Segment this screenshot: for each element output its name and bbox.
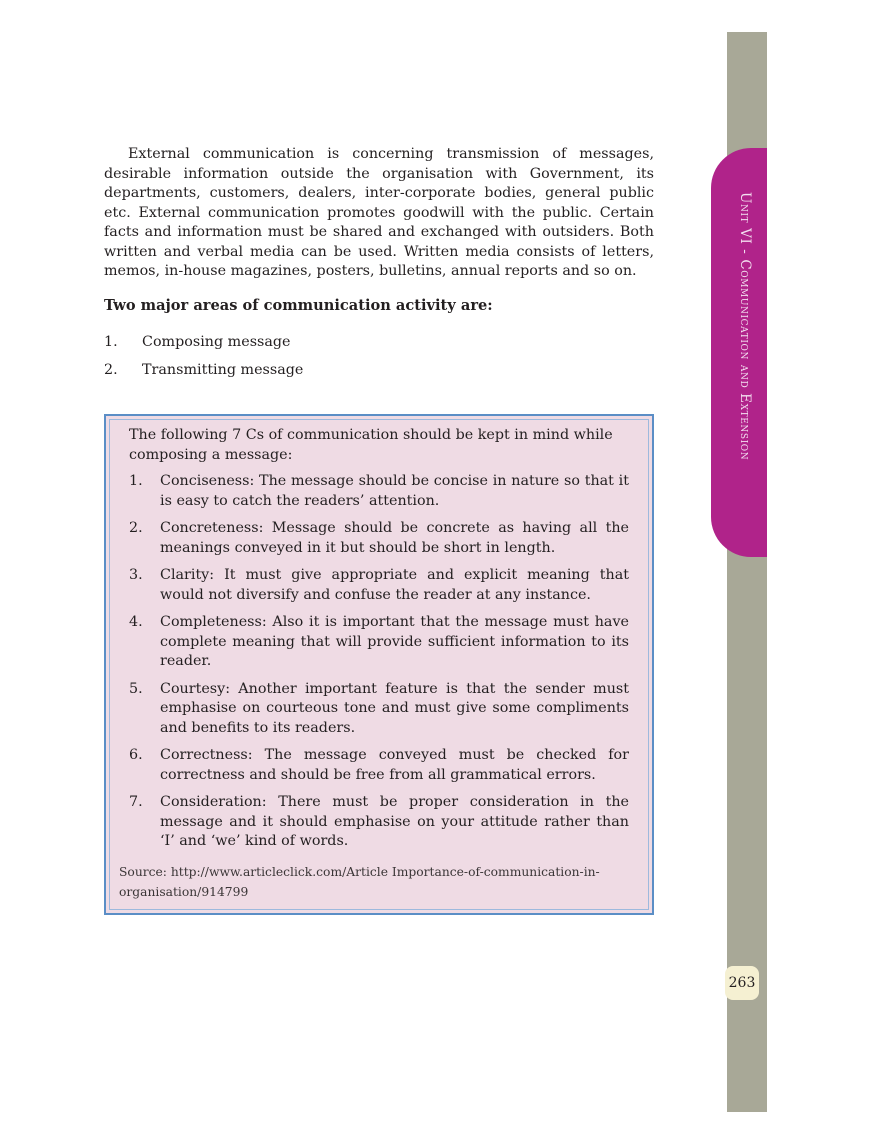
list-number: 7. xyxy=(129,794,143,810)
list-number: 2. xyxy=(129,520,143,536)
source-citation: Source: http://www.articleclick.com/Article Importance-of-communication-in-organisation/914799 xyxy=(119,865,600,899)
list-item xyxy=(104,360,604,388)
list-text: Clarity: It must give appropriate and explicit meaning that would not diversify and confuse the reader at any instance. xyxy=(160,567,629,603)
list-text: Concreteness: Message should be concrete as having all the meanings conveyed in it but should be short in length. xyxy=(160,520,629,556)
list-text: Consideration: There must be proper consideration in the message and it should emphasise on your attitude rather than ‘I’ and ‘we’ kind of words. xyxy=(160,794,629,849)
communication-areas-list xyxy=(104,332,604,388)
list-item xyxy=(129,746,629,785)
body-paragraph: External communication is concerning transmission of messages, desirable information outside the organisation with Government, its departments, customers, dealers, inter-corporate bodies, general public etc. External communication promotes goodwill with the public. Certain facts and information must be shared and exchanged with outsiders. Both written and verbal media can be used. Written media consists of letters, memos, in-house magazines, posters, bulletins, annual reports and so on. xyxy=(104,146,654,279)
list-number: 6. xyxy=(129,747,143,763)
list-number: 1. xyxy=(129,473,143,489)
list-number: 5. xyxy=(129,680,143,697)
list-text: Correctness: The message conveyed must be checked for correctness and should be free from all grammatical errors. xyxy=(160,747,629,783)
list-item xyxy=(129,472,629,511)
list-item xyxy=(129,519,629,558)
list-item xyxy=(129,793,629,852)
list-text: Transmitting message xyxy=(142,362,304,378)
section-heading: Two major areas of communication activity are: xyxy=(104,297,493,314)
list-text: Composing message xyxy=(142,334,291,350)
list-item xyxy=(129,680,629,739)
list-number: 3. xyxy=(129,567,143,583)
list-text: Completeness: Also it is important that the message must have complete meaning that will provide sufficient information to its reader. xyxy=(160,614,629,669)
list-item xyxy=(104,332,604,360)
list-text: Courtesy: Another important feature is that the sender must emphasise on courteous tone and must give some compliments and benefits to its readers. xyxy=(160,680,629,736)
seven-cs-list xyxy=(129,472,629,860)
list-text: Conciseness: The message should be concise in nature so that it is easy to catch the readers’ attention. xyxy=(160,473,629,509)
list-number: 1. xyxy=(104,334,118,350)
box-intro: The following 7 Cs of communication should be kept in mind while composing a message: xyxy=(129,427,613,463)
page-number: 263 xyxy=(725,966,759,1000)
list-number: 4. xyxy=(129,614,143,630)
list-number: 2. xyxy=(104,362,118,378)
list-item xyxy=(129,613,629,672)
unit-label: Unit VI - Communication and Extension xyxy=(737,192,753,461)
list-item xyxy=(129,566,629,605)
